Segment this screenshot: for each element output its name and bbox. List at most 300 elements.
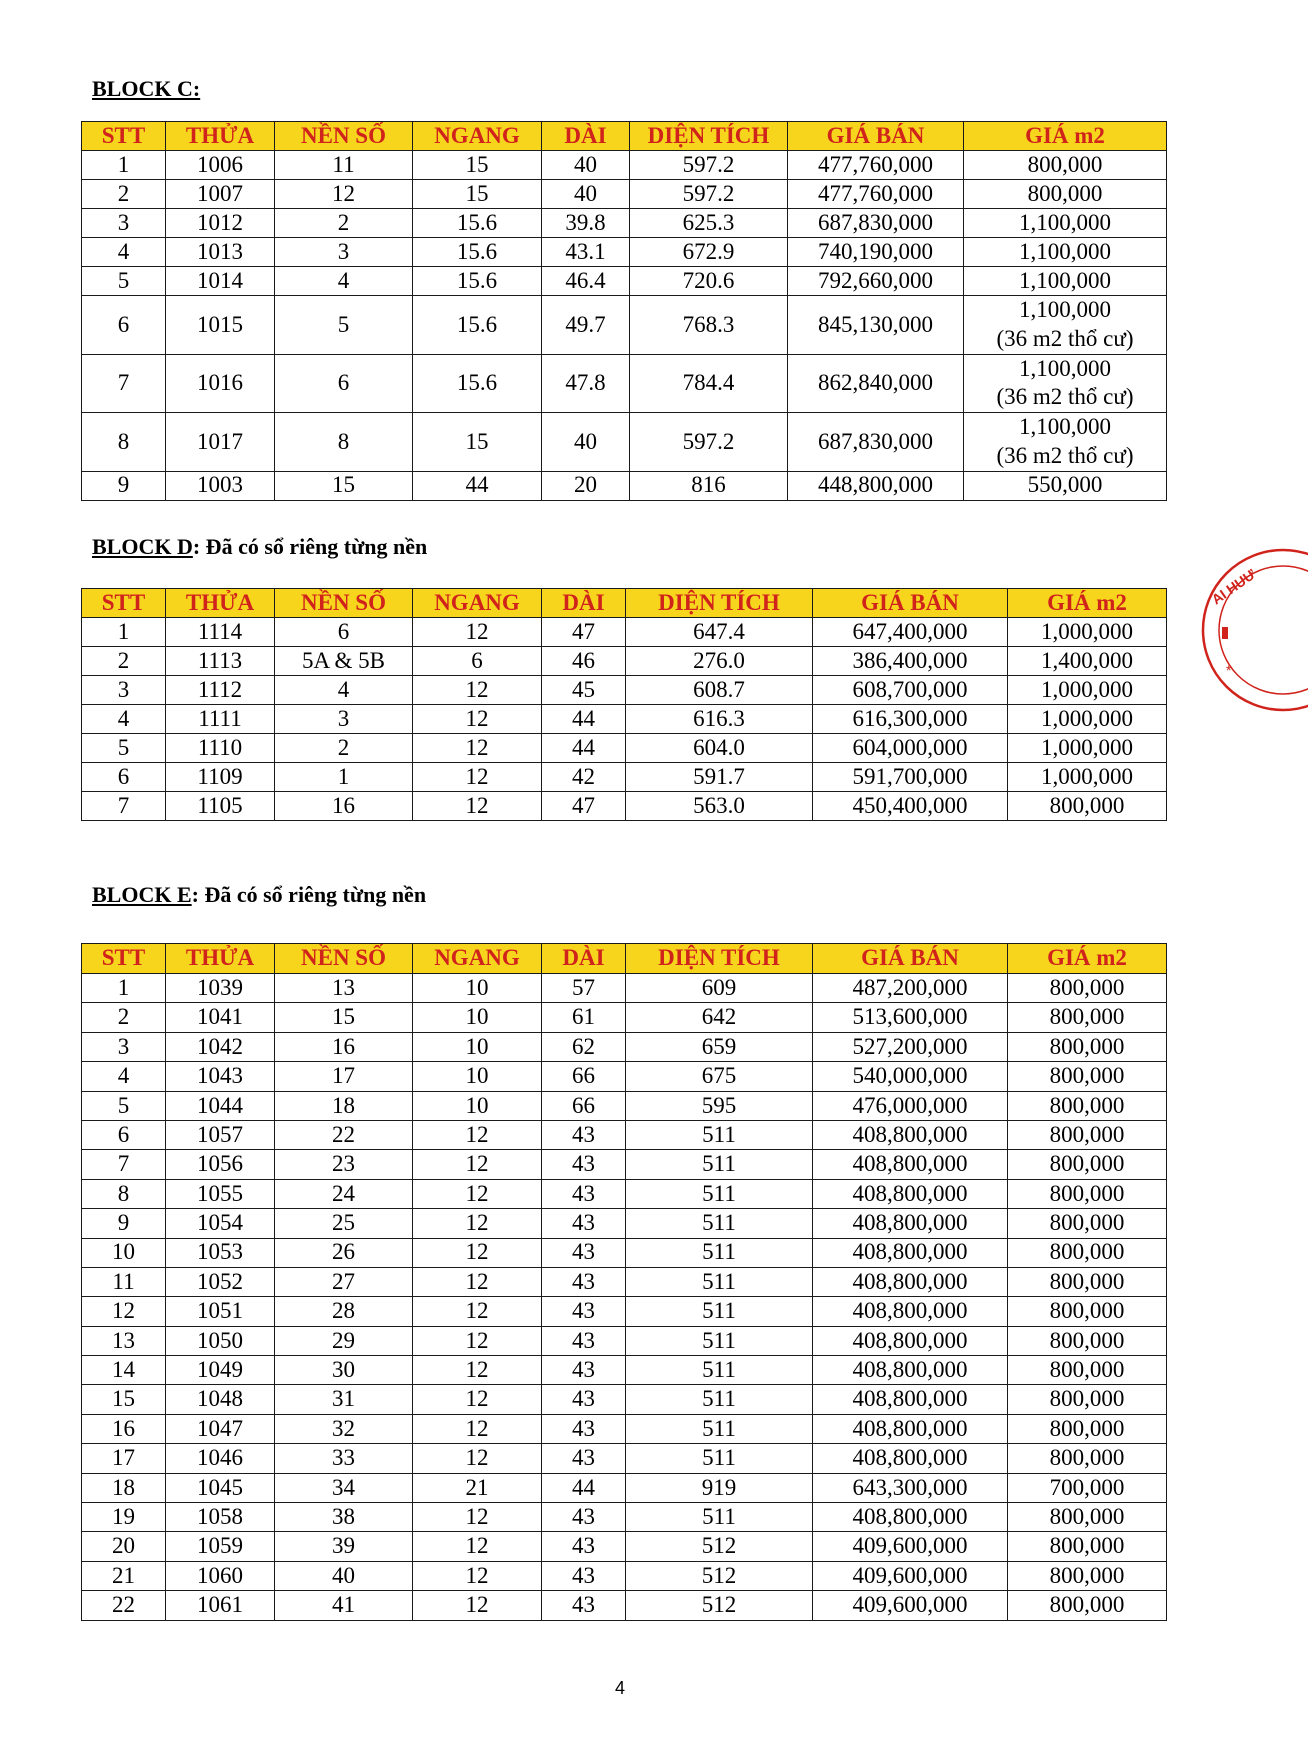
cell-gia-ban: 792,660,000 [788,267,964,296]
cell-dai: 39.8 [542,209,630,238]
cell-dai: 61 [542,1003,626,1032]
cell-stt: 12 [82,1297,166,1326]
cell-thua: 1043 [166,1062,275,1091]
table-row [82,1444,1167,1473]
block-d-title: BLOCK D [92,534,193,559]
cell-thua: 1112 [166,676,275,705]
cell-gia-ban: 643,300,000 [813,1473,1008,1502]
cell-thua: 1111 [166,705,275,734]
cell-gia-m2: 800,000 [1008,1150,1167,1179]
table-row [82,413,1167,472]
cell-gia-ban: 647,400,000 [813,618,1008,647]
cell-nen-so: 25 [275,1209,413,1238]
cell-dai: 40 [542,180,630,209]
table-row [82,734,1167,763]
cell-nen-so: 24 [275,1179,413,1208]
cell-gia-m2: 1,100,000 [964,209,1167,238]
cell-thua: 1046 [166,1444,275,1473]
cell-dien-tich: 511 [626,1385,813,1414]
cell-ngang: 15.6 [413,354,542,413]
cell-ngang: 12 [413,1444,542,1473]
cell-thua: 1013 [166,238,275,267]
column-header-gia-m2: GIÁ m2 [1008,589,1167,618]
cell-ngang: 10 [413,1032,542,1061]
cell-dien-tich: 625.3 [630,209,788,238]
cell-ngang: 15 [413,413,542,472]
cell-stt: 6 [82,1120,166,1149]
cell-gia-m2: 1,100,000 [964,267,1167,296]
cell-gia-ban: 487,200,000 [813,974,1008,1003]
cell-gia-m2: 1,000,000 [1008,618,1167,647]
cell-nen-so: 2 [275,209,413,238]
cell-stt: 10 [82,1238,166,1267]
cell-nen-so: 33 [275,1444,413,1473]
cell-ngang: 10 [413,1091,542,1120]
table-row [82,1385,1167,1414]
cell-stt: 11 [82,1267,166,1296]
block-e-table [81,943,1167,1621]
cell-stt: 8 [82,413,166,472]
cell-ngang: 44 [413,471,542,500]
cell-dien-tich: 609 [626,974,813,1003]
cell-gia-ban: 408,800,000 [813,1150,1008,1179]
cell-gia-ban: 740,190,000 [788,238,964,267]
cell-ngang: 12 [413,1238,542,1267]
cell-stt: 9 [82,471,166,500]
red-seal-stamp-icon [1188,545,1259,715]
cell-gia-m2: 800,000 [1008,1326,1167,1355]
cell-nen-so: 22 [275,1120,413,1149]
cell-gia-ban: 540,000,000 [813,1062,1008,1091]
cell-dien-tich: 512 [626,1532,813,1561]
table-row [82,471,1167,500]
cell-gia-ban: 616,300,000 [813,705,1008,734]
cell-dai: 43 [542,1414,626,1443]
cell-thua: 1049 [166,1356,275,1385]
cell-thua: 1058 [166,1503,275,1532]
cell-ngang: 15 [413,180,542,209]
cell-dien-tich: 511 [626,1356,813,1385]
cell-gia-m2: 1,000,000 [1008,705,1167,734]
cell-dai: 43 [542,1238,626,1267]
cell-ngang: 12 [413,1209,542,1238]
table-row [82,1150,1167,1179]
cell-ngang: 12 [413,1267,542,1296]
table-row [82,792,1167,821]
cell-gia-ban: 408,800,000 [813,1385,1008,1414]
column-header-stt: STT [82,122,166,151]
table-row [82,180,1167,209]
cell-nen-so: 30 [275,1356,413,1385]
cell-dien-tich: 511 [626,1120,813,1149]
cell-dai: 43 [542,1503,626,1532]
cell-stt: 21 [82,1561,166,1590]
table-row [82,974,1167,1003]
cell-dien-tich: 511 [626,1326,813,1355]
cell-gia-m2: 800,000 [1008,1356,1167,1385]
cell-gia-m2: 1,400,000 [1008,647,1167,676]
column-header-gia-m2: GIÁ m2 [1008,944,1167,974]
cell-gia-m2: 550,000 [964,471,1167,500]
cell-thua: 1048 [166,1385,275,1414]
cell-gia-ban: 408,800,000 [813,1414,1008,1443]
cell-dai: 43 [542,1179,626,1208]
cell-gia-ban: 687,830,000 [788,413,964,472]
cell-gia-ban: 409,600,000 [813,1591,1008,1620]
cell-thua: 1054 [166,1209,275,1238]
cell-dien-tich: 563.0 [626,792,813,821]
cell-gia-m2: 800,000 [1008,1561,1167,1590]
cell-stt: 6 [82,763,166,792]
cell-ngang: 12 [413,676,542,705]
cell-nen-so: 5 [275,296,413,355]
table-row [82,1326,1167,1355]
cell-thua: 1055 [166,1179,275,1208]
cell-dai: 43 [542,1385,626,1414]
table-row [82,354,1167,413]
cell-stt: 2 [82,647,166,676]
cell-nen-so: 38 [275,1503,413,1532]
cell-gia-m2: 800,000 [1008,1032,1167,1061]
cell-nen-so: 31 [275,1385,413,1414]
cell-ngang: 6 [413,647,542,676]
cell-stt: 1 [82,974,166,1003]
cell-stt: 6 [82,296,166,355]
cell-stt: 1 [82,151,166,180]
cell-ngang: 21 [413,1473,542,1502]
cell-dai: 42 [542,763,626,792]
cell-gia-ban: 476,000,000 [813,1091,1008,1120]
table-row [82,1532,1167,1561]
cell-dien-tich: 720.6 [630,267,788,296]
cell-thua: 1057 [166,1120,275,1149]
cell-stt: 7 [82,354,166,413]
cell-nen-so: 15 [275,1003,413,1032]
cell-gia-m2: 700,000 [1008,1473,1167,1502]
cell-gia-ban: 845,130,000 [788,296,964,355]
cell-thua: 1056 [166,1150,275,1179]
cell-stt: 5 [82,267,166,296]
cell-nen-so: 28 [275,1297,413,1326]
cell-dai: 46 [542,647,626,676]
cell-gia-m2: 1,100,000 (36 m2 thổ cư) [964,413,1167,472]
cell-dai: 47 [542,618,626,647]
table-row [82,209,1167,238]
cell-stt: 13 [82,1326,166,1355]
cell-gia-m2: 800,000 [1008,1444,1167,1473]
cell-gia-m2: 1,100,000 (36 m2 thổ cư) [964,354,1167,413]
cell-thua: 1016 [166,354,275,413]
cell-dien-tich: 919 [626,1473,813,1502]
cell-nen-so: 15 [275,471,413,500]
block-d-heading [92,534,427,560]
cell-gia-ban: 408,800,000 [813,1267,1008,1296]
cell-dien-tich: 512 [626,1561,813,1590]
cell-dien-tich: 595 [626,1091,813,1120]
cell-gia-m2: 800,000 [1008,1297,1167,1326]
cell-stt: 9 [82,1209,166,1238]
cell-gia-m2: 800,000 [1008,1179,1167,1208]
cell-gia-ban: 386,400,000 [813,647,1008,676]
cell-nen-so: 5A & 5B [275,647,413,676]
cell-thua: 1050 [166,1326,275,1355]
cell-gia-m2: 1,100,000 (36 m2 thổ cư) [964,296,1167,355]
cell-gia-m2: 800,000 [1008,1532,1167,1561]
column-header-stt: STT [82,589,166,618]
table-row [82,1062,1167,1091]
column-header-nen-so: NỀN SỐ [275,122,413,151]
cell-thua: 1012 [166,209,275,238]
cell-thua: 1109 [166,763,275,792]
cell-dai: 46.4 [542,267,630,296]
cell-dien-tich: 675 [626,1062,813,1091]
cell-dai: 43 [542,1532,626,1561]
cell-dien-tich: 591.7 [626,763,813,792]
cell-thua: 1042 [166,1032,275,1061]
cell-nen-so: 8 [275,413,413,472]
cell-gia-ban: 408,800,000 [813,1444,1008,1473]
cell-dai: 43.1 [542,238,630,267]
cell-gia-m2: 800,000 [1008,1267,1167,1296]
cell-nen-so: 39 [275,1532,413,1561]
cell-dien-tich: 511 [626,1267,813,1296]
table-row [82,676,1167,705]
cell-stt: 8 [82,1179,166,1208]
cell-nen-so: 6 [275,618,413,647]
cell-dien-tich: 597.2 [630,151,788,180]
cell-ngang: 12 [413,1532,542,1561]
table-row [82,1032,1167,1061]
column-header-gia-ban: GIÁ BÁN [813,589,1008,618]
cell-dai: 66 [542,1091,626,1120]
cell-stt: 19 [82,1503,166,1532]
cell-ngang: 12 [413,1179,542,1208]
column-header-nen-so: NỀN SỐ [275,589,413,618]
cell-nen-so: 4 [275,676,413,705]
cell-thua: 1045 [166,1473,275,1502]
cell-gia-ban: 408,800,000 [813,1238,1008,1267]
cell-ngang: 12 [413,1561,542,1590]
cell-gia-m2: 800,000 [1008,1385,1167,1414]
column-header-gia-ban: GIÁ BÁN [788,122,964,151]
column-header-ngang: NGANG [413,944,542,974]
cell-gia-ban: 408,800,000 [813,1503,1008,1532]
cell-dai: 43 [542,1591,626,1620]
cell-ngang: 12 [413,1326,542,1355]
cell-stt: 3 [82,1032,166,1061]
cell-dien-tich: 647.4 [626,618,813,647]
column-header-dai: DÀI [542,122,630,151]
cell-dien-tich: 511 [626,1297,813,1326]
table-row [82,618,1167,647]
cell-dien-tich: 276.0 [626,647,813,676]
table-row [82,1591,1167,1620]
cell-ngang: 12 [413,792,542,821]
cell-ngang: 12 [413,763,542,792]
column-header-dien-tich: DIỆN TÍCH [626,944,813,974]
table-row [82,1179,1167,1208]
table-row [82,1209,1167,1238]
cell-gia-ban: 409,600,000 [813,1532,1008,1561]
cell-dai: 47.8 [542,354,630,413]
column-header-dai: DÀI [542,589,626,618]
block-e-note: : Đã có sổ riêng từng nền [191,882,427,907]
cell-nen-so: 4 [275,267,413,296]
cell-dien-tich: 597.2 [630,180,788,209]
cell-gia-ban: 448,800,000 [788,471,964,500]
cell-stt: 3 [82,676,166,705]
cell-gia-m2: 1,000,000 [1008,763,1167,792]
cell-thua: 1041 [166,1003,275,1032]
block-c-table [81,121,1167,501]
table-header-row [82,944,1167,974]
cell-thua: 1053 [166,1238,275,1267]
cell-nen-so: 16 [275,1032,413,1061]
column-header-stt: STT [82,944,166,974]
cell-gia-m2: 800,000 [1008,1591,1167,1620]
cell-gia-m2: 800,000 [964,151,1167,180]
cell-dai: 62 [542,1032,626,1061]
column-header-dien-tich: DIỆN TÍCH [630,122,788,151]
cell-ngang: 15.6 [413,267,542,296]
cell-nen-so: 17 [275,1062,413,1091]
cell-stt: 15 [82,1385,166,1414]
cell-stt: 4 [82,238,166,267]
cell-gia-m2: 1,100,000 [964,238,1167,267]
cell-dai: 40 [542,413,630,472]
cell-dai: 44 [542,1473,626,1502]
cell-dien-tich: 616.3 [626,705,813,734]
table-row [82,1356,1167,1385]
cell-dien-tich: 512 [626,1591,813,1620]
cell-thua: 1015 [166,296,275,355]
cell-ngang: 15.6 [413,296,542,355]
cell-nen-so: 16 [275,792,413,821]
table-row [82,1238,1167,1267]
cell-gia-m2: 800,000 [1008,1120,1167,1149]
cell-thua: 1017 [166,413,275,472]
cell-ngang: 12 [413,705,542,734]
cell-nen-so: 6 [275,354,413,413]
cell-gia-ban: 408,800,000 [813,1179,1008,1208]
cell-thua: 1014 [166,267,275,296]
cell-nen-so: 41 [275,1591,413,1620]
page-number: 4 [614,1678,625,1698]
block-d-table [81,588,1167,821]
cell-gia-m2: 800,000 [1008,1209,1167,1238]
cell-dien-tich: 659 [626,1032,813,1061]
cell-nen-so: 18 [275,1091,413,1120]
cell-gia-ban: 409,600,000 [813,1561,1008,1590]
cell-nen-so: 12 [275,180,413,209]
cell-gia-m2: 800,000 [1008,1091,1167,1120]
cell-ngang: 12 [413,1503,542,1532]
cell-gia-m2: 1,000,000 [1008,676,1167,705]
cell-dai: 43 [542,1326,626,1355]
table-row [82,1503,1167,1532]
cell-dai: 43 [542,1209,626,1238]
cell-ngang: 10 [413,1062,542,1091]
cell-stt: 5 [82,1091,166,1120]
cell-dai: 44 [542,734,626,763]
cell-dien-tich: 672.9 [630,238,788,267]
cell-gia-m2: 800,000 [1008,1238,1167,1267]
block-e-heading [92,882,426,908]
cell-dai: 57 [542,974,626,1003]
block-d-note: : Đã có sổ riêng từng nền [192,534,428,559]
cell-nen-so: 34 [275,1473,413,1502]
cell-dai: 43 [542,1561,626,1590]
cell-ngang: 10 [413,1003,542,1032]
column-header-gia-m2: GIÁ m2 [964,122,1167,151]
cell-dai: 66 [542,1062,626,1091]
cell-gia-ban: 477,760,000 [788,180,964,209]
cell-thua: 1047 [166,1414,275,1443]
cell-dai: 47 [542,792,626,821]
cell-nen-so: 32 [275,1414,413,1443]
table-row [82,1120,1167,1149]
cell-gia-m2: 800,000 [964,180,1167,209]
cell-dai: 44 [542,705,626,734]
cell-stt: 18 [82,1473,166,1502]
column-header-ngang: NGANG [413,122,542,151]
column-header-thua: THỬA [166,944,275,974]
column-header-dien-tich: DIỆN TÍCH [626,589,813,618]
cell-gia-ban: 604,000,000 [813,734,1008,763]
cell-dien-tich: 768.3 [630,296,788,355]
column-header-thua: THỬA [166,589,275,618]
cell-gia-ban: 527,200,000 [813,1032,1008,1061]
cell-dien-tich: 816 [630,471,788,500]
cell-stt: 14 [82,1356,166,1385]
cell-thua: 1061 [166,1591,275,1620]
cell-nen-so: 2 [275,734,413,763]
stamp-text: AI HUƯ [1208,565,1259,608]
cell-ngang: 12 [413,618,542,647]
cell-stt: 3 [82,209,166,238]
cell-dai: 45 [542,676,626,705]
cell-dien-tich: 608.7 [626,676,813,705]
table-row [82,1473,1167,1502]
cell-dai: 43 [542,1297,626,1326]
cell-ngang: 15.6 [413,209,542,238]
table-row [82,296,1167,355]
cell-stt: 1 [82,618,166,647]
cell-nen-so: 11 [275,151,413,180]
cell-dai: 40 [542,151,630,180]
cell-gia-ban: 450,400,000 [813,792,1008,821]
cell-ngang: 12 [413,1385,542,1414]
cell-nen-so: 13 [275,974,413,1003]
cell-dien-tich: 511 [626,1209,813,1238]
cell-gia-ban: 408,800,000 [813,1356,1008,1385]
column-header-gia-ban: GIÁ BÁN [813,944,1008,974]
table-row [82,1003,1167,1032]
svg-text:*: * [1226,662,1232,678]
column-header-ngang: NGANG [413,589,542,618]
cell-dai: 20 [542,471,630,500]
cell-gia-m2: 800,000 [1008,792,1167,821]
cell-gia-ban: 408,800,000 [813,1209,1008,1238]
table-header-row [82,122,1167,151]
cell-stt: 22 [82,1591,166,1620]
cell-gia-ban: 408,800,000 [813,1120,1008,1149]
cell-dai: 43 [542,1444,626,1473]
table-row [82,705,1167,734]
block-e-title: BLOCK E [92,882,192,907]
cell-ngang: 15.6 [413,238,542,267]
table-row [82,647,1167,676]
